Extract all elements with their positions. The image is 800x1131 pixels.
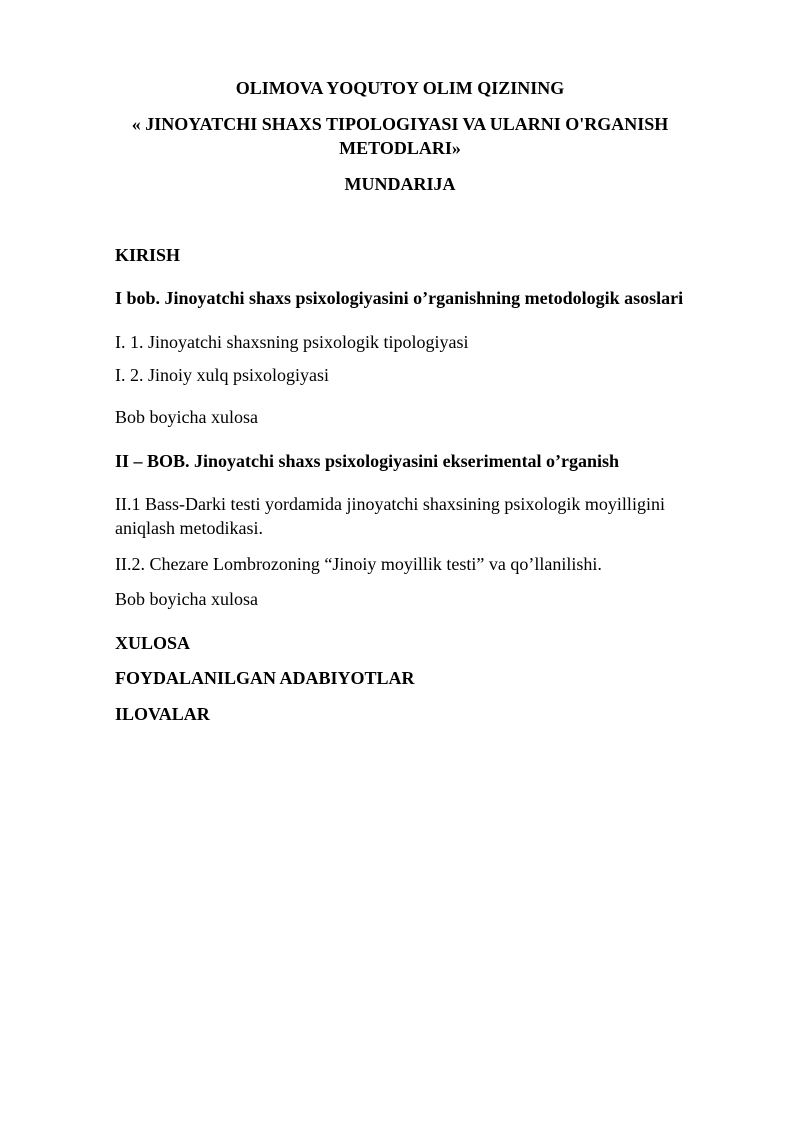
toc-final-conclusion: XULOSA (115, 633, 191, 653)
toc-chapter-2-section-1-line-2: aniqlash metodikasi. (115, 518, 263, 538)
toc-chapter-1-conclusion: Bob boyicha xulosa (115, 407, 258, 427)
toc-intro: KIRISH (115, 245, 181, 265)
toc-chapter-2-section-2: II.2. Chezare Lombrozoning “Jinoiy moyillik testi” va qo’llanilishi. (115, 554, 602, 574)
toc-chapter-1-section-1: I. 1. Jinoyatchi shaxsning psixologik tipologiyasi (115, 332, 469, 352)
toc-appendices: ILOVALAR (115, 704, 210, 724)
contents-heading: MUNDARIJA (344, 174, 456, 194)
document-title-line-1: « JINOYATCHI SHAXS TIPOLOGIYASI VA ULARNI O'RGANISH (131, 114, 669, 134)
toc-chapter-1-section-2: I. 2. Jinoiy xulq psixologiyasi (115, 365, 330, 385)
toc-chapter-2-section-1-line-1: II.1 Bass-Darki testi yordamida jinoyatchi shaxsining psixologik moyilligini (115, 494, 665, 514)
document-title-line-2: METODLARI» (339, 138, 461, 158)
toc-chapter-1-title: I bob. Jinoyatchi shaxs psixologiyasini o’rganishning metodologik asoslari (115, 288, 684, 308)
toc-chapter-2-conclusion: Bob boyicha xulosa (115, 589, 258, 609)
toc-chapter-2-title: II – BOB. Jinoyatchi shaxs psixologiyasini ekserimental o’rganish (115, 451, 620, 471)
toc-references: FOYDALANILGAN ADABIYOTLAR (115, 668, 415, 688)
author-name: OLIMOVA YOQUTOY OLIM QIZINING (235, 78, 565, 98)
